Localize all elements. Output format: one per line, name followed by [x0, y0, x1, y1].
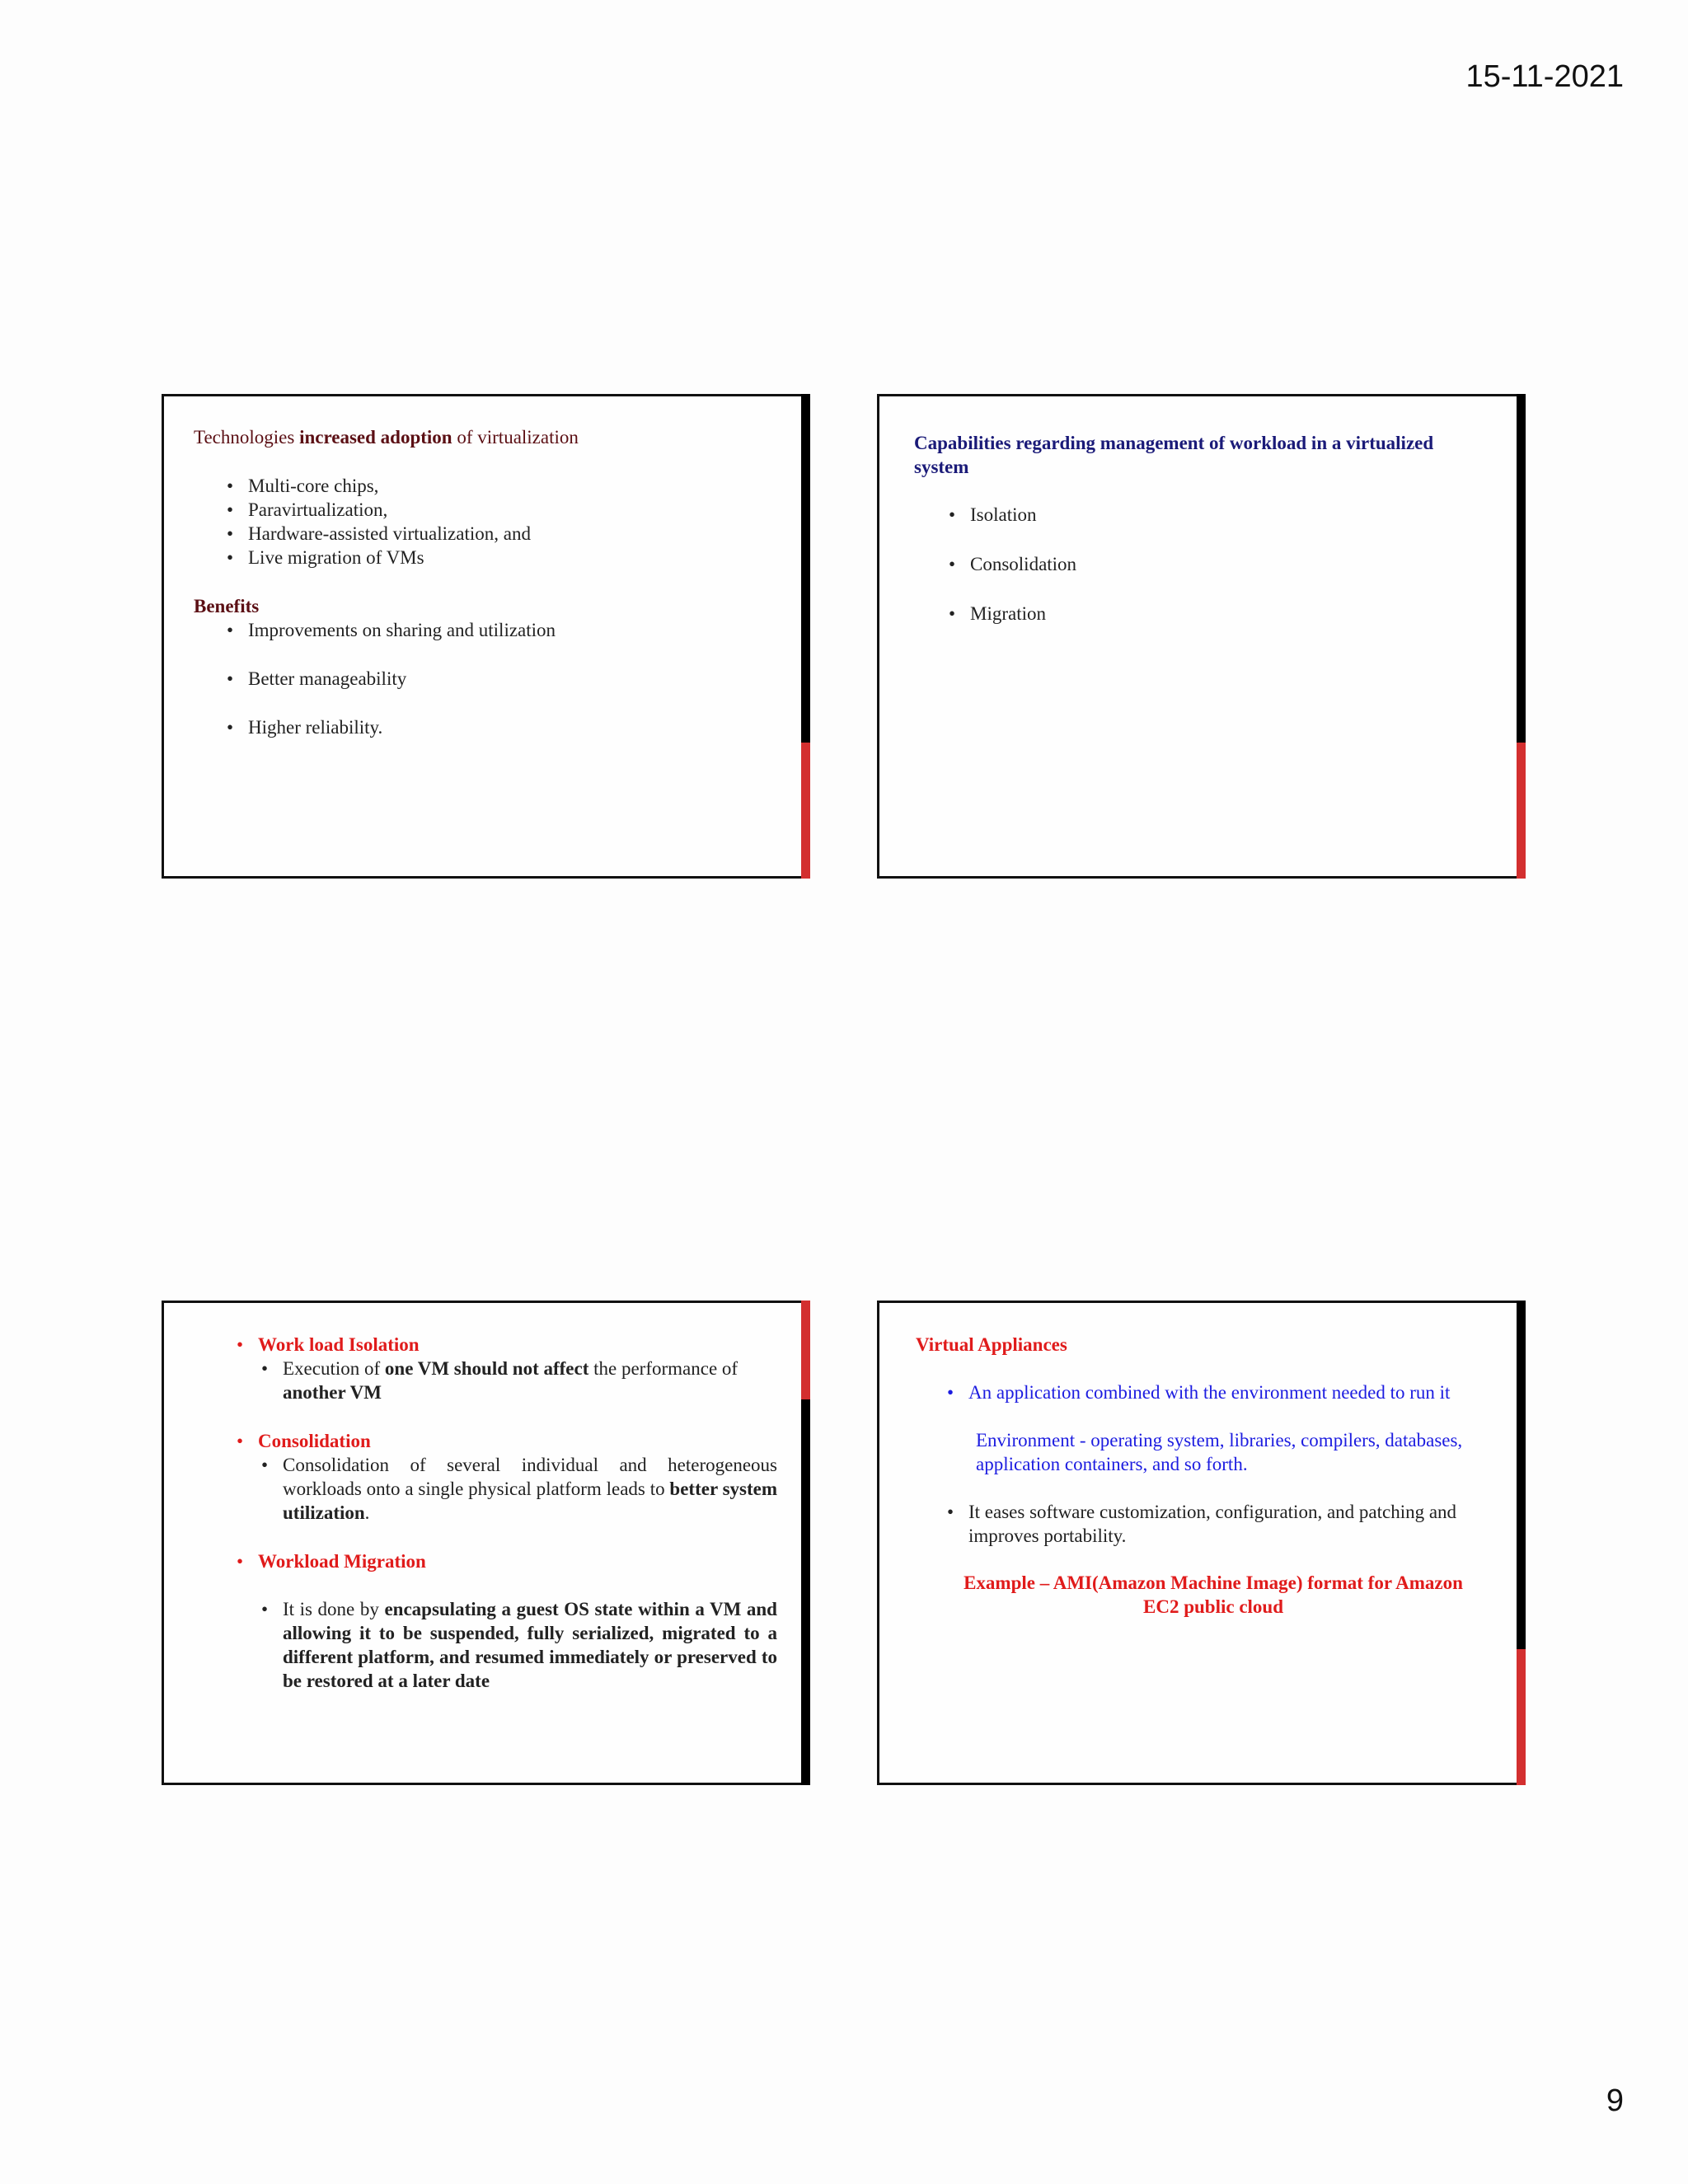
- slide-capabilities: [877, 394, 1526, 879]
- appliances-list-2: [944, 1500, 1488, 1548]
- list-item: • Migration: [945, 602, 1440, 626]
- consolidation-desc: • Consolidation of several individual and heterogeneous workloads onto a single physical platform leads to better system utilization.: [258, 1453, 777, 1525]
- migration-desc: • It is done by encapsulating a guest OS state within a VM and allowing it to be suspended, fully serialized, migrated to a different platform, and resumed immediately or preserved to be restored at a later date: [258, 1597, 777, 1693]
- example-text: Example – AMI(Amazon Machine Image) format for Amazon EC2 public cloud: [964, 1572, 1463, 1617]
- list-item: • Hardware-assisted virtualization, and: [223, 522, 751, 546]
- isolation-item: • Work load Isolation • Execution of one VM should not affect the performance of another VM: [233, 1333, 777, 1404]
- benefits-list: [223, 618, 751, 739]
- appliances-list: [944, 1380, 1479, 1404]
- slide4-heading: Virtual Appliances: [916, 1334, 1067, 1355]
- migration-item: • Workload Migration • It is done by encapsulating a guest OS state within a VM and allowing it to be suspended, fully serialized, migrated to a different platform, and resumed immediately or preserved to be restored at a later date: [233, 1549, 777, 1693]
- list-item: • Live migration of VMs: [223, 546, 751, 569]
- list-item: • An application combined with the environment needed to run it: [944, 1380, 1479, 1404]
- list-item: • Improvements on sharing and utilization: [223, 618, 751, 642]
- list-item: • Consolidation: [945, 552, 1440, 576]
- consolidation-item: • Consolidation • Consolidation of several individual and heterogeneous workloads onto a single physical platform leads to better system utilization.: [233, 1429, 777, 1525]
- workload-list: [233, 1333, 777, 1693]
- slide-accent-bar: [801, 1301, 810, 1785]
- slide-workload: [162, 1301, 810, 1785]
- slide-virtual-appliances: [877, 1301, 1526, 1785]
- tech-list: [223, 474, 751, 569]
- list-item: • Higher reliability.: [223, 715, 751, 739]
- slide2-heading: Capabilities regarding management of workload in a virtualized system: [914, 433, 1434, 477]
- list-item: • Isolation: [945, 503, 1440, 527]
- slide-technologies: [162, 394, 810, 879]
- isolation-desc: • Execution of one VM should not affect the performance of another VM: [258, 1357, 777, 1404]
- list-item: • It eases software customization, configuration, and patching and improves portability.: [944, 1500, 1488, 1548]
- benefits-heading: Benefits: [194, 596, 260, 616]
- slide-accent-bar: [1517, 394, 1526, 879]
- page-number: 9: [1606, 2083, 1624, 2118]
- slide-accent-bar: [801, 394, 810, 879]
- page-date: 15-11-2021: [1465, 59, 1624, 94]
- environment-text: Environment - operating system, libraries, compilers, databases, application containers, and so forth.: [976, 1430, 1463, 1474]
- list-item: • Paravirtualization,: [223, 498, 751, 522]
- slide-accent-bar: [1517, 1301, 1526, 1785]
- list-item: • Multi-core chips,: [223, 474, 751, 498]
- slide1-heading: Technologies increased adoption of virtualization: [194, 427, 579, 448]
- list-item: • Better manageability: [223, 667, 751, 691]
- capabilities-list: [945, 503, 1440, 626]
